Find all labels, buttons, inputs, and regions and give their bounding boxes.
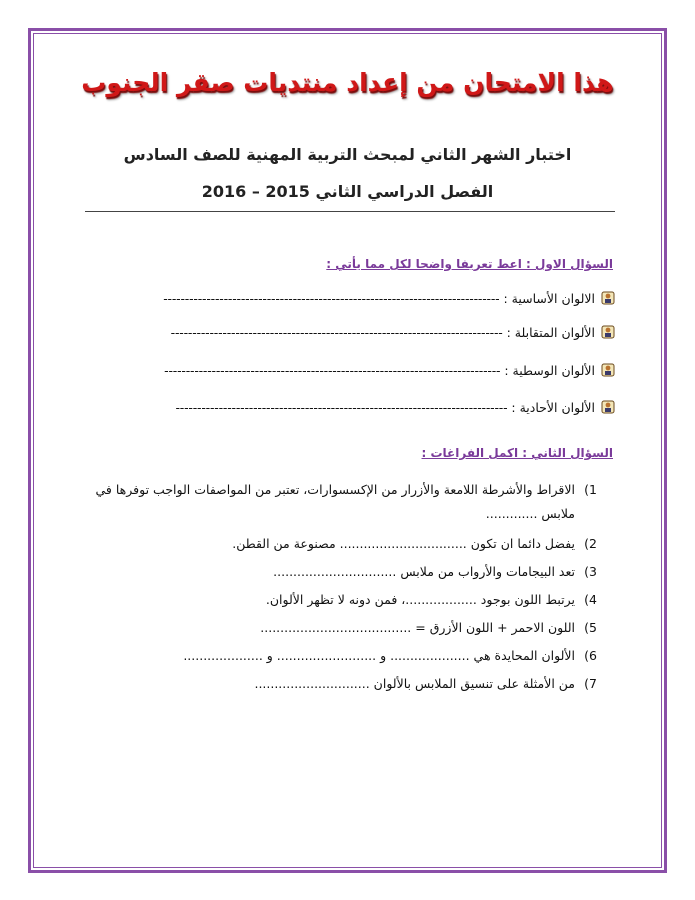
- question1-title: السؤال الاول : اعط تعريفا واضحا لكل مما يأتي :: [326, 257, 613, 271]
- item-text: من الأمثلة على تنسيق الملابس بالألوان .............................: [254, 676, 575, 691]
- answer-line: ------------------------------------------------------------------------------: [164, 362, 501, 378]
- fill-item: [88, 532, 597, 556]
- item-text: اللون الاحمر + اللون الأزرق = ......................................: [260, 620, 575, 635]
- item-text: الألوان المحايدة هي .................... و ......................... و ....................: [183, 648, 575, 663]
- item-number: 7): [584, 676, 597, 691]
- question2-title: السؤال الثاني : اكمل الفراغات :: [421, 446, 613, 460]
- fill-item: [88, 616, 597, 640]
- item-number: 4): [584, 592, 597, 607]
- item-number: 5): [584, 620, 597, 635]
- definition-label: الألوان الأحادية :: [511, 399, 595, 415]
- definition-label: الألوان المتقابلة :: [506, 324, 595, 340]
- fill-item: [88, 672, 597, 696]
- answer-line: ------------------------------------------------------------------------------: [163, 290, 500, 306]
- item-number: 3): [584, 564, 597, 579]
- item-text: يفضل دائما ان تكون ................................ مصنوعة من القطن.: [232, 536, 575, 551]
- item-text: الاقراط والأشرطة اللامعة والأزرار من الإكسسوارات، تعتبر من المواصفات الواجب توفرها في ملابس .............: [95, 482, 575, 521]
- exam-title: اختبار الشهر الثاني لمبحث التربية المهنية للصف السادس: [123, 145, 572, 164]
- definition-row: [80, 360, 615, 380]
- answer-line: -----------------------------------------------------------------------------: [175, 399, 508, 415]
- item-number: 2): [584, 536, 597, 551]
- fill-item: [88, 588, 597, 612]
- definition-row: [80, 288, 615, 308]
- definition-label: الألوان الوسطية :: [504, 362, 595, 378]
- definition-row: [80, 397, 615, 417]
- definition-label: الالوان الأساسية :: [503, 290, 595, 306]
- bullet-icon: [601, 363, 615, 377]
- item-number: 6): [584, 648, 597, 663]
- answer-line: -----------------------------------------------------------------------------: [170, 324, 503, 340]
- item-number: 1): [584, 482, 597, 497]
- header-divider: [85, 211, 615, 212]
- banner-title: هذا الامتحان من إعداد منتديات صقر الجنوب: [81, 68, 614, 97]
- semester-line: الفصل الدراسي الثاني 2015 – 2016: [201, 182, 494, 201]
- bullet-icon: [601, 291, 615, 305]
- bullet-icon: [601, 325, 615, 339]
- fill-item: [88, 560, 597, 584]
- item-text: يرتبط اللون بوجود ..................، فمن دونه لا تظهر الألوان.: [265, 592, 575, 607]
- definition-row: [80, 322, 615, 342]
- item-text: تعد البيجامات والأرواب من ملابس ...............................: [273, 564, 575, 579]
- fill-item: [88, 478, 597, 526]
- bullet-icon: [601, 400, 615, 414]
- fill-item: [88, 644, 597, 668]
